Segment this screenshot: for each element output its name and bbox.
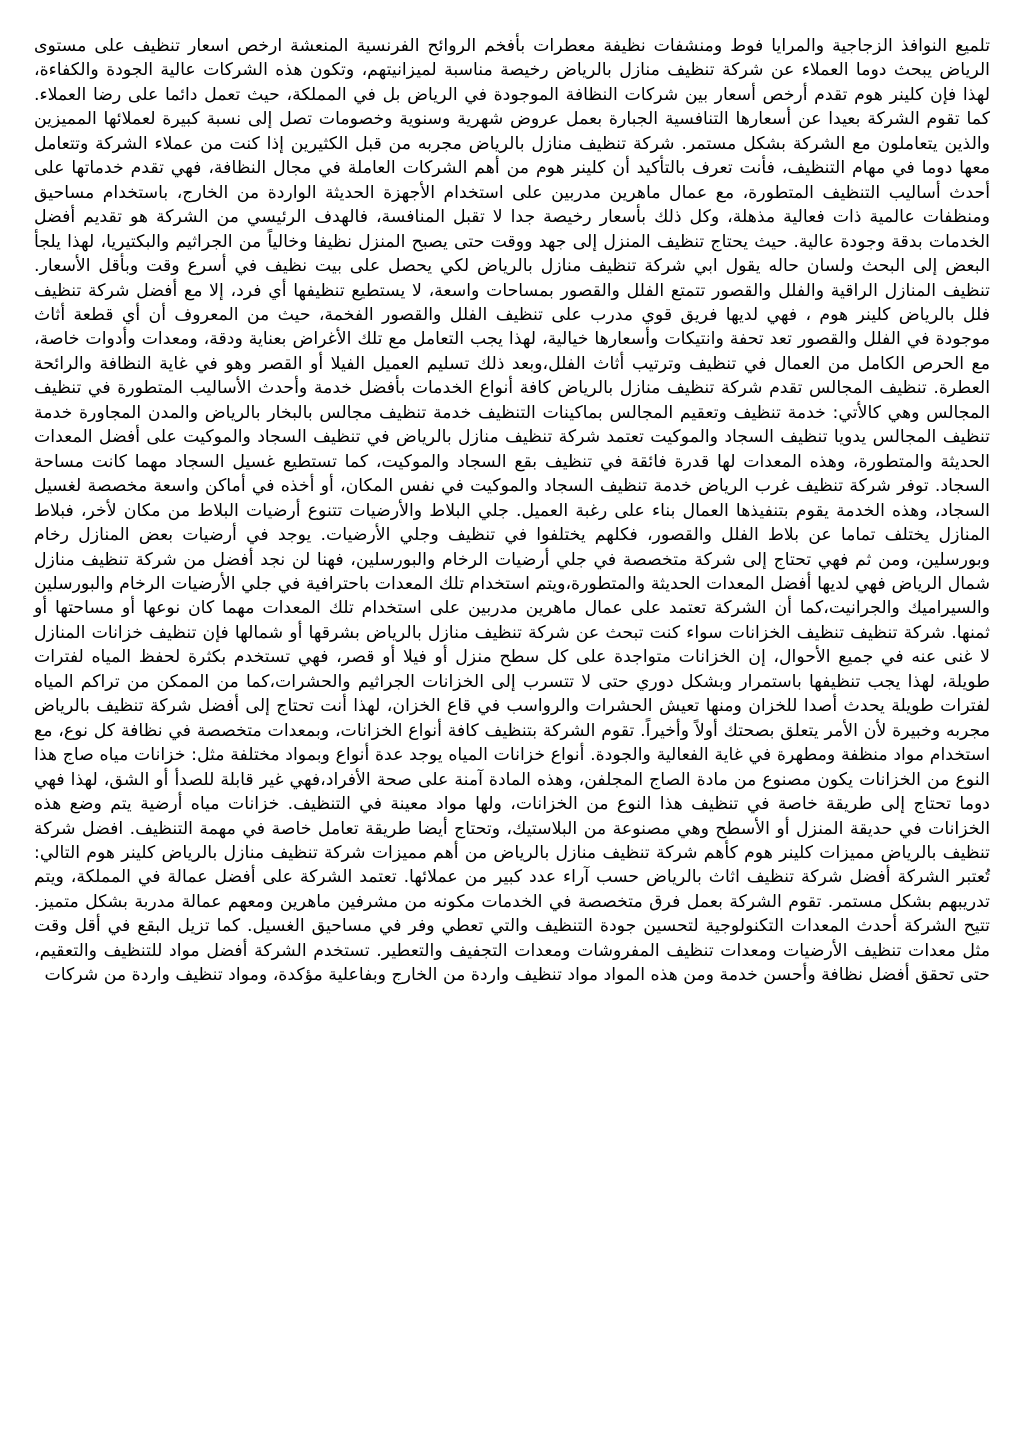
- article-body-text: تلميع النوافذ الزجاجية والمرايا فوط ومنشفات نظيفة معطرات بأفخم الروائح الفرنسية المنعشة ارخص اسعار تنظيف على مستوى الرياض يبحث دوما العملاء عن شركة تنظيف منازل بالرياض رخيصة مناسبة لميزانيتهم، وتكون هذه الشركات عالية الجودة والكفاءة، لهذا فإن كلينر هوم تقدم أرخص أسعار بين شركات النظافة الموجودة في الرياض بل في المملكة، حيث تعمل دائما على رضا العملاء. كما تقوم الشركة بعيدا عن أسعارها التنافسية الجبارة بعمل عروض شهرية وسنوية وخصومات تصل إلى نسبة كبيرة لعملائها المميزين والذين يتعاملون مع الشركة بشكل مستمر. شركة تنظيف منازل بالرياض مجربه من قبل الكثيرين إذا كنت من عملاء الشركة وتتعامل معها دوما في مهام التنظيف، فأنت تعرف بالتأكيد أن كلينر هوم من أهم الشركات العاملة في مجال النظافة، فهي تقدم خدماتها على أحدث أساليب التنظيف المتطورة، مع عمال ماهرين مدربين على استخدام الأجهزة الحديثة الواردة من الخارج، باستخدام مساحيق ومنظفات عالمية ذات فعالية مذهلة، وكل ذلك بأسعار رخيصة جدا لا تقبل المنافسة، فالهدف الرئيسي من الشركة هو تقديم أفضل الخدمات بدقة وجودة عالية. حيث يحتاج تنظيف المنزل إلى جهد ووقت حتى يصبح المنزل نظيفا وخالياً من الجراثيم والبكتيريا، لهذا يلجأ البعض إلى البحث ولسان حاله يقول ابي شركة تنظيف منازل بالرياض لكي يحصل على بيت نظيف في أسرع وقت وبأقل الأسعار. تنظيف المنازل الراقية والفلل والقصور تتمتع الفلل والقصور بمساحات واسعة، لا يستطيع تنظيفها أي فرد، إلا مع أفضل شركة تنظيف فلل بالرياض كلينر هوم ، فهي لديها فريق قوي مدرب على تنظيف الفلل والقصور الفخمة، حيث من المعروف أن أي قطعة أثاث موجودة في الفلل والقصور تعد تحفة وانتيكات وأسعارها خيالية، لهذا يجب التعامل مع تلك الأغراض بعناية ودقة، ومعدات وأدوات خاصة، مع الحرص الكامل من العمال في تنظيف وترتيب أثاث الفلل،وبعد ذلك تسليم العميل الفيلا أو القصر وهو في غاية النظافة والرائحة العطرة. تنظيف المجالس تقدم شركة تنظيف منازل بالرياض كافة أنواع الخدمات بأفضل خدمة وأحدث الأساليب المتطورة في تنظيف المجالس وهي كالأتي: خدمة تنظيف وتعقيم المجالس بماكينات التنظيف خدمة تنظيف مجالس بالبخار بالرياض والمدن المجاورة خدمة تنظيف المجالس يدويا تنظيف السجاد والموكيت تعتمد شركة تنظيف منازل بالرياض في تنظيف السجاد والموكيت على أفضل المعدات الحديثة والمتطورة، وهذه المعدات لها قدرة فائقة في تنظيف بقع السجاد والموكيت، كما تستطيع غسيل السجاد مهما كانت مساحة السجاد. توفر شركة تنظيف غرب الرياض خدمة تنظيف السجاد والموكيت في نفس المكان، أو أخذه في أماكن واسعة مخصصة لغسيل السجاد، وهذه الخدمة يقوم بتنفيذها العمال بناء على رغبة العميل. جلي البلاط والأرضيات تتنوع أرضيات البلاط من مكان لأخر، فبلاط المنازل يختلف تماما عن بلاط الفلل والقصور، فكلهم يختلفوا في تنظيف وجلي الأرضيات. يوجد في أرضيات بعض المنازل رخام وبورسلين، ومن ثم فهي تحتاج إلى شركة متخصصة في جلي أرضيات الرخام والبورسلين، فهنا لن نجد أفضل من شركة تنظيف منازل شمال الرياض فهي لديها أفضل المعدات الحديثة والمتطورة،ويتم استخدام تلك المعدات باحترافية في جلي الأرضيات الرخام والبورسلين والسيراميك والجرانيت،كما أن الشركة تعتمد على عمال ماهرين مدربين على استخدام تلك المعدات مهما كان نوعها أو مساحتها أو ثمنها. شركة تنظيف تنظيف الخزانات سواء كنت تبحث عن شركة تنظيف منازل بالرياض بشرقها أو شمالها فإن تنظيف خزانات المنازل لا غنى عنه في جميع الأحوال، إن الخزانات متواجدة على كل سطح منزل أو فيلا أو قصر، فهي تستخدم بكثرة لحفظ المياه لفترات طويلة، لهذا يجب تنظيفها باستمرار وبشكل دوري حتى لا تتسرب إلى الخزانات الجراثيم والحشرات،كما من الممكن من تراكم المياه لفترات طويلة يحدث أصدا للخزان ومنها تعيش الحشرات والرواسب في قاع الخزان، لهذا أنت تحتاج إلى أفضل شركة تنظيف بالرياض مجربه وخبيرة لأن الأمر يتعلق بصحتك أولاً وأخيراً. تقوم الشركة بتنظيف كافة أنواع الخزانات، وبمعدات متخصصة في نظافة كل نوع، مع استخدام مواد منظفة ومطهرة في غاية الفعالية والجودة. أنواع خزانات المياه يوجد عدة أنواع وبمواد مختلفة مثل: خزانات مياه صاج هذا النوع من الخزانات يكون مصنوع من مادة الصاج المجلفن، وهذه المادة آمنة على صحة الأفراد،فهي غير قابلة للصدأ أو الشق، لهذا فهي دوما تحتاج إلى طريقة خاصة في تنظيف هذا النوع من الخزانات، ولها مواد معينة في التنظيف. خزانات مياه أرضية يتم وضع هذه الخزانات في حديقة المنزل أو الأسطح وهي مصنوعة من البلاستيك، وتحتاج أيضا طريقة تعامل خاصة في مهمة التنظيف. افضل شركة تنظيف بالرياض مميزات كلينر هوم كأهم شركة تنظيف منازل بالرياض من أهم مميزات شركة تنظيف منازل بالرياض كلينر هوم التالي: تُعتبر الشركة أفضل شركة تنظيف اثاث بالرياض حسب آراء عدد كبير من عملائها. تعتمد الشركة على أفضل عمالة في المملكة، ويتم تدريبهم بشكل مستمر. تقوم الشركة بعمل فرق متخصصة في الخدمات مكونه من مشرفين ماهرين ومعهم عمالة مدربة بشكل متميز. تتيح الشركة أحدث المعدات التكنولوجية لتحسين جودة التنظيف والتي تعطي وفر في مساحيق الغسيل. كما تزيل البقع في أقل وقت مثل معدات تنظيف الأرضيات ومعدات تنظيف المفروشات ومعدات التجفيف والتعطير. تستخدم الشركة أفضل مواد للتنظيف والتعقيم، حتى تحقق أفضل نظافة وأحسن خدمة ومن هذه المواد مواد تنظيف واردة من الخارج وبفاعلية مؤكدة، ومواد تنظيف واردة من شركات: [34, 36, 990, 986]
